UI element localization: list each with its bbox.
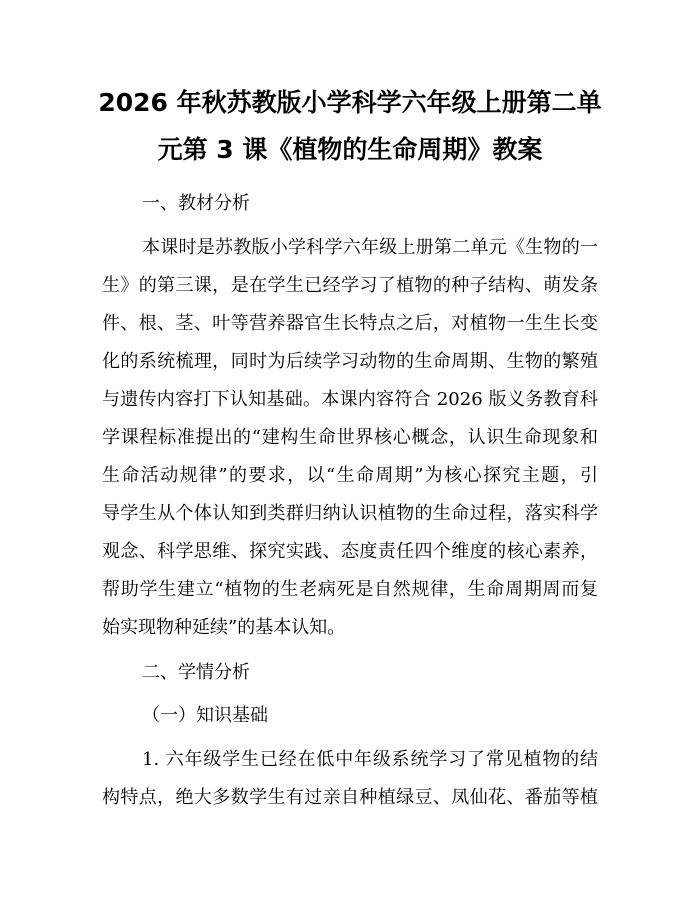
paragraph-line: 始实现物种延续”的基本认知。 [102, 617, 346, 638]
section-heading-student-analysis: 二、学情分析 [142, 662, 250, 683]
paragraph-line: 件、根、茎、叶等营养器官生长特点之后，对植物一生生长变 [102, 313, 598, 334]
section-heading-textbook-analysis: 一、教材分析 [142, 193, 250, 214]
paragraph-line: 本课时是苏教版小学科学六年级上册第二单元《生物的一 [142, 237, 598, 258]
paragraph-line: 帮助学生建立“植物的生老病死是自然规律，生命周期周而复 [102, 579, 598, 600]
subsection-heading-knowledge-base: （一）知识基础 [142, 705, 268, 726]
document-title-line-2: 元第 3 课《植物的生命周期》教案 [157, 135, 543, 164]
paragraph-line: 观念、科学思维、探究实践、态度责任四个维度的核心素养， [102, 541, 598, 562]
paragraph-line: 生命活动规律”的要求，以“生命周期”为核心探究主题，引 [102, 465, 598, 486]
paragraph-line: 导学生从个体认知到类群归纳认识植物的生命过程，落实科学 [102, 503, 598, 524]
paragraph-line: 构特点，绝大多数学生有过亲自种植绿豆、凤仙花、番茄等植 [102, 787, 598, 808]
paragraph-line: 生》的第三课，是在学生已经学习了植物的种子结构、萌发条 [102, 275, 598, 296]
paragraph-line: 化的系统梳理，同时为后续学习动物的生命周期、生物的繁殖 [102, 351, 598, 372]
paragraph-line: 学课程标准提出的“建构生命世界核心概念，认识生命现象和 [102, 427, 598, 448]
paragraph-line: 与遗传内容打下认知基础。本课内容符合 2026 版义务教育科 [102, 389, 598, 410]
paragraph-line: 1. 六年级学生已经在低中年级系统学习了常见植物的结 [142, 749, 598, 770]
document-title-line-1: 2026 年秋苏教版小学科学六年级上册第二单 [98, 88, 602, 117]
